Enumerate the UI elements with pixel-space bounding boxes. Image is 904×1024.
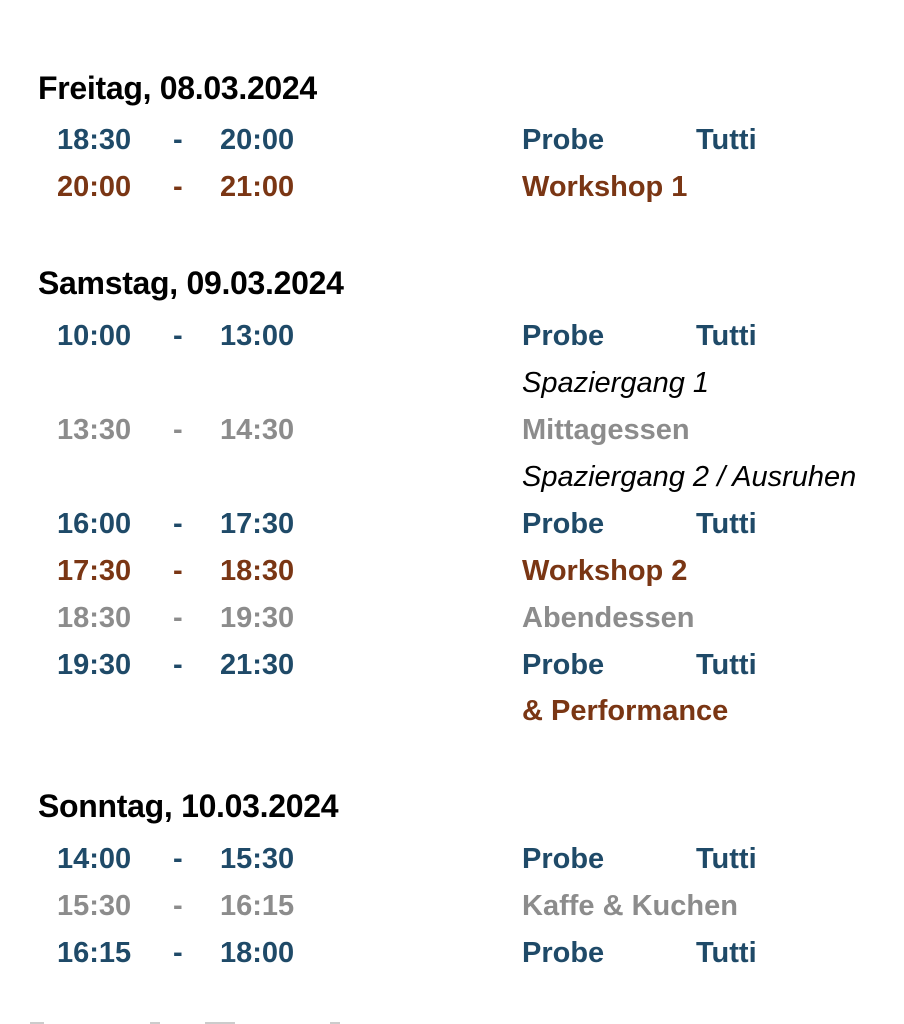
activity-label: Workshop 2 [522,555,688,587]
start-time: 19:30 [57,649,132,681]
start-time: 13:30 [57,414,132,446]
start-time: 16:00 [57,508,132,540]
schedule-row [0,551,904,591]
schedule-row [0,504,904,544]
schedule-row [0,316,904,356]
activity-note: Spaziergang 1 [522,367,710,399]
end-time: 18:30 [220,555,295,587]
schedule-row [0,410,904,450]
end-time: 19:30 [220,602,295,634]
activity-label: Kaffe & Kuchen [522,890,738,922]
activity-label: Probe [522,937,605,969]
schedule-row [0,839,904,879]
time-separator: - [173,508,183,540]
day-heading-sonntag: Sonntag, 10.03.2024 [38,788,339,824]
schedule-row [0,598,904,638]
time-separator: - [173,171,183,203]
activity-note: Spaziergang 2 / Ausruhen [522,461,857,493]
start-time: 18:30 [57,124,132,156]
time-separator: - [173,555,183,587]
end-time: 18:00 [220,937,295,969]
group-tag: Tutti [696,124,757,156]
schedule-note-row [0,363,904,403]
day-heading-samstag: Samstag, 09.03.2024 [38,265,344,301]
end-time: 13:00 [220,320,295,352]
start-time: 17:30 [57,555,132,587]
end-time: 14:30 [220,414,295,446]
time-separator: - [173,890,183,922]
time-separator: - [173,649,183,681]
start-time: 18:30 [57,602,132,634]
schedule-row [0,167,904,207]
time-separator: - [173,124,183,156]
end-time: 21:30 [220,649,295,681]
time-separator: - [173,937,183,969]
end-time: 21:00 [220,171,295,203]
schedule-row [0,645,904,685]
group-tag: Tutti [696,320,757,352]
group-tag: Tutti [696,937,757,969]
start-time: 15:30 [57,890,132,922]
time-separator: - [173,602,183,634]
day-heading-freitag: Freitag, 08.03.2024 [38,70,317,106]
activity-extra: & Performance [522,695,729,727]
activity-label: Probe [522,320,605,352]
schedule-extra-row [0,691,904,731]
activity-label: Workshop 1 [522,171,688,203]
schedule-row [0,886,904,926]
start-time: 14:00 [57,843,132,875]
schedule-note-row [0,457,904,497]
start-time: 20:00 [57,171,132,203]
start-time: 16:15 [57,937,132,969]
group-tag: Tutti [696,508,757,540]
end-time: 17:30 [220,508,295,540]
activity-label: Probe [522,649,605,681]
end-time: 20:00 [220,124,295,156]
time-separator: - [173,320,183,352]
time-separator: - [173,843,183,875]
group-tag: Tutti [696,843,757,875]
activity-label: Abendessen [522,602,695,634]
time-separator: - [173,414,183,446]
schedule-row [0,933,904,973]
activity-label: Probe [522,508,605,540]
end-time: 15:30 [220,843,295,875]
activity-label: Probe [522,843,605,875]
end-time: 16:15 [220,890,295,922]
activity-label: Probe [522,124,605,156]
group-tag: Tutti [696,649,757,681]
schedule-row [0,120,904,160]
activity-label: Mittagessen [522,414,690,446]
start-time: 10:00 [57,320,132,352]
